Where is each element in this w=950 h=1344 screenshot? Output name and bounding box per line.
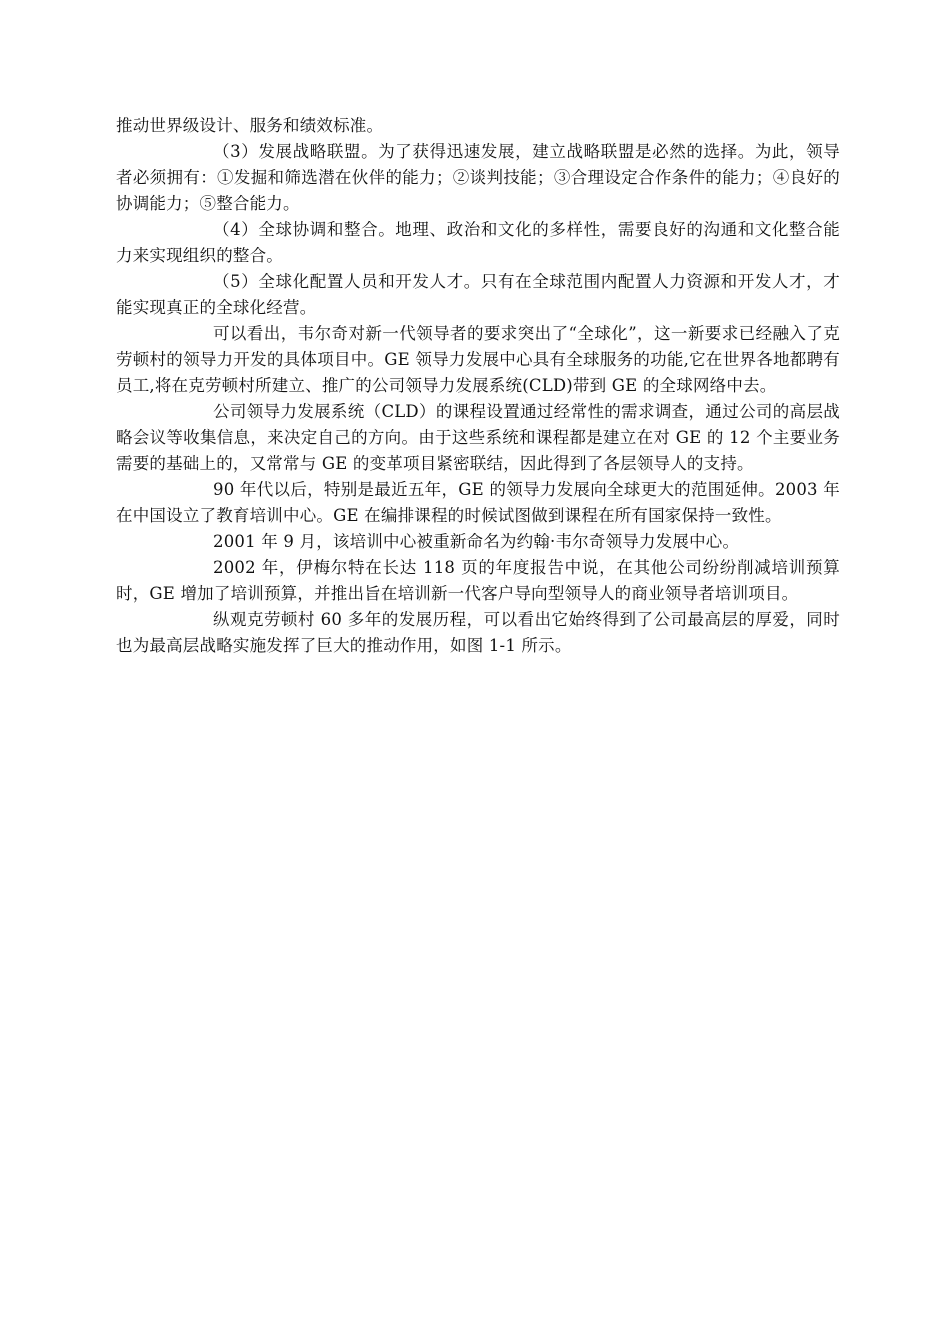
- paragraph-strategic-alliance: （3）发展战略联盟。为了获得迅速发展，建立战略联盟是必然的选择。为此，领导者必须拥有：①发掘和筛选潜在伙伴的能力；②谈判技能；③合理设定合作条件的能力；④良好的协调能力；⑤整合能力。: [116, 142, 840, 213]
- paragraph-global-talent: （5）全球化配置人员和开发人才。只有在全球范围内配置人力资源和开发人才，才能实现真正的全球化经营。: [116, 272, 840, 317]
- paragraph-2001-renaming: 2001 年 9 月，该培训中心被重新命名为约翰·韦尔奇领导力发展中心。: [213, 532, 740, 551]
- paragraph-global-coordination: （4）全球协调和整合。地理、政治和文化的多样性，需要良好的沟通和文化整合能力来实现组织的整合。: [116, 220, 840, 265]
- paragraph-globalization-requirement: 可以看出，韦尔奇对新一代领导者的要求突出了“全球化”，这一新要求已经融入了克劳顿村的领导力开发的具体项目中。GE 领导力发展中心具有全球服务的功能,它在世界各地都聘有员工,将在克劳顿村所建立、推广的公司领导力发展系统(CLD)带到 GE 的全球网络中去。: [116, 324, 840, 395]
- paragraph-2002-budget: 2002 年，伊梅尔特在长达 118 页的年度报告中说，在其他公司纷纷削减培训预算时，GE 增加了培训预算，并推出旨在培训新一代客户导向型领导人的商业领导者培训项目。: [116, 558, 840, 603]
- paragraph-cld-curriculum: 公司领导力发展系统（CLD）的课程设置通过经常性的需求调查，通过公司的高层战略会议等收集信息，来决定自己的方向。由于这些系统和课程都是建立在对 GE 的 12 个主要业务需要的基础上的，又常常与 GE 的变革项目紧密联结，因此得到了各层领导人的支持。: [116, 402, 840, 473]
- paragraph-60-years-summary: 纵观克劳顿村 60 多年的发展历程，可以看出它始终得到了公司最高层的厚爱，同时也为最高层战略实施发挥了巨大的推动作用，如图 1-1 所示。: [116, 610, 840, 655]
- paragraph-continuation: 推动世界级设计、服务和绩效标准。: [116, 116, 384, 135]
- paragraph-90s-expansion: 90 年代以后，特别是最近五年，GE 的领导力发展向全球更大的范围延伸。2003 年在中国设立了教育培训中心。GE 在编排课程的时候试图做到课程在所有国家保持一致性。: [116, 480, 840, 525]
- body-text: [116, 113, 840, 659]
